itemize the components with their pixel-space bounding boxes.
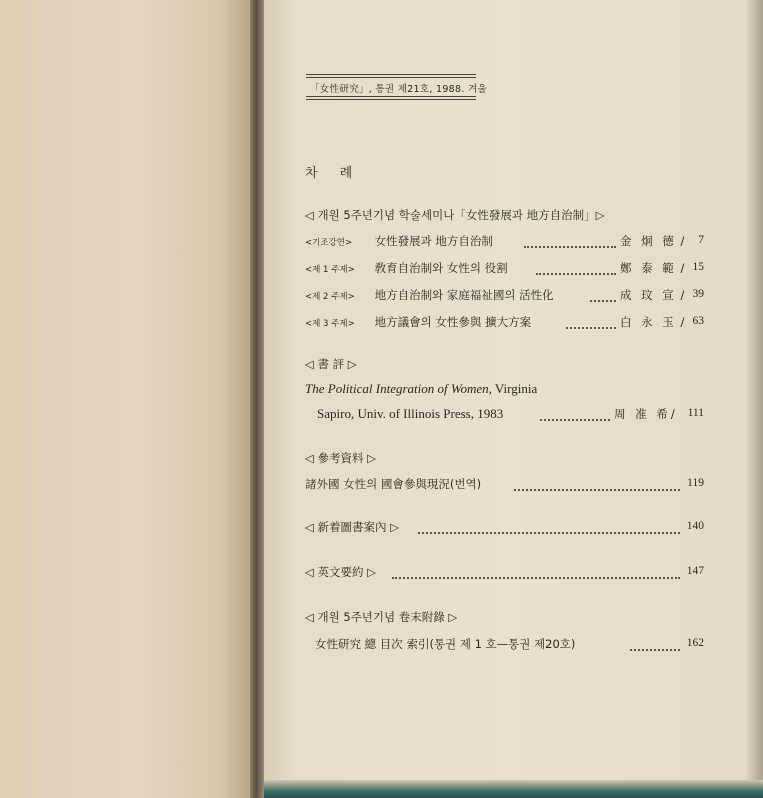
entry-author: 成 玟 宣 / xyxy=(620,288,685,302)
review-author: 周 准 希/ xyxy=(614,407,675,421)
entry-page: 39 xyxy=(692,288,704,300)
leader-dots xyxy=(514,488,680,491)
seminar-heading: ◁ 개원 5주년기념 학술세미나「女性發展과 地方自治制」▷ xyxy=(305,208,605,222)
appendix-heading: ◁ 개원 5주년기념 卷末附錄 ▷ xyxy=(305,610,458,624)
reference-title[interactable]: 諸外國 女性의 國會參與現況(번역) xyxy=(305,477,482,491)
toc-title xyxy=(305,162,352,181)
new-books-page: 140 xyxy=(686,520,704,532)
abstracts-heading[interactable]: ◁ 英文要約 ▷ xyxy=(305,565,376,579)
leader-dots xyxy=(590,299,616,302)
review-publication: Sapiro, Univ. of Illinois Press, 1983 xyxy=(317,406,504,421)
book-bottom-edge xyxy=(264,780,763,798)
leader-dots xyxy=(630,648,680,651)
leader-dots xyxy=(418,531,680,534)
review-page: 111 xyxy=(687,407,704,419)
entry-page: 7 xyxy=(698,234,704,246)
toc-title-char-1: 차 xyxy=(305,166,318,181)
book-gutter xyxy=(250,0,264,798)
toc-entry-topic-2[interactable] xyxy=(305,287,554,303)
leader-dots xyxy=(566,326,616,329)
appendix-title[interactable]: 女性研究 總 目次 索引(통권 제 1 호—통권 제20호) xyxy=(315,637,576,651)
review-book-title-rest: Virginia xyxy=(491,381,538,396)
right-page xyxy=(264,0,763,798)
leader-dots xyxy=(524,245,616,248)
appendix-page: 162 xyxy=(686,637,704,649)
entry-page: 15 xyxy=(692,261,704,273)
entry-title: 敎育自治制와 女性의 役割 xyxy=(374,261,508,275)
toc-entry-keynote[interactable] xyxy=(305,233,493,249)
new-books-heading[interactable]: ◁ 新着圖書案內 ▷ xyxy=(305,520,399,534)
abstracts-page: 147 xyxy=(686,565,704,577)
entry-title: 地方自治制와 家庭福祉國의 活性化 xyxy=(374,288,554,302)
entry-author: 金 炯 德 / xyxy=(620,234,685,248)
entry-title: 地方議會의 女性參與 擴大方案 xyxy=(374,315,532,329)
toc-entry-topic-3[interactable] xyxy=(305,314,531,330)
reference-heading: ◁ 參考資料 ▷ xyxy=(305,451,376,465)
running-header: 「女性研究」, 통권 제21호, 1988. 겨울 xyxy=(310,84,487,95)
entry-author: 白 永 玉 / xyxy=(620,315,685,329)
page-edge-shadow xyxy=(745,0,763,798)
toc-title-char-2: 례 xyxy=(339,166,353,181)
toc-entry-topic-1[interactable] xyxy=(305,260,508,276)
review-book-title-italic: The Political Integration of Women, xyxy=(305,381,492,396)
leader-dots xyxy=(540,418,610,421)
review-book-title[interactable] xyxy=(305,381,537,397)
entry-page: 63 xyxy=(692,315,704,327)
entry-author: 鄭 泰 範 / xyxy=(620,261,685,275)
reference-page: 119 xyxy=(687,477,704,489)
leader-dots xyxy=(392,576,680,579)
entry-tag: <제 1 주제> xyxy=(305,265,355,275)
entry-tag: <기조강연> xyxy=(305,238,353,248)
leader-dots xyxy=(536,272,616,275)
entry-tag: <제 2 주제> xyxy=(305,292,355,302)
entry-title: 女性發展과 地方自治制 xyxy=(374,234,493,248)
entry-tag: <제 3 주제> xyxy=(305,319,355,329)
left-page xyxy=(0,0,250,798)
review-heading: ◁ 書 評 ▷ xyxy=(305,357,357,371)
